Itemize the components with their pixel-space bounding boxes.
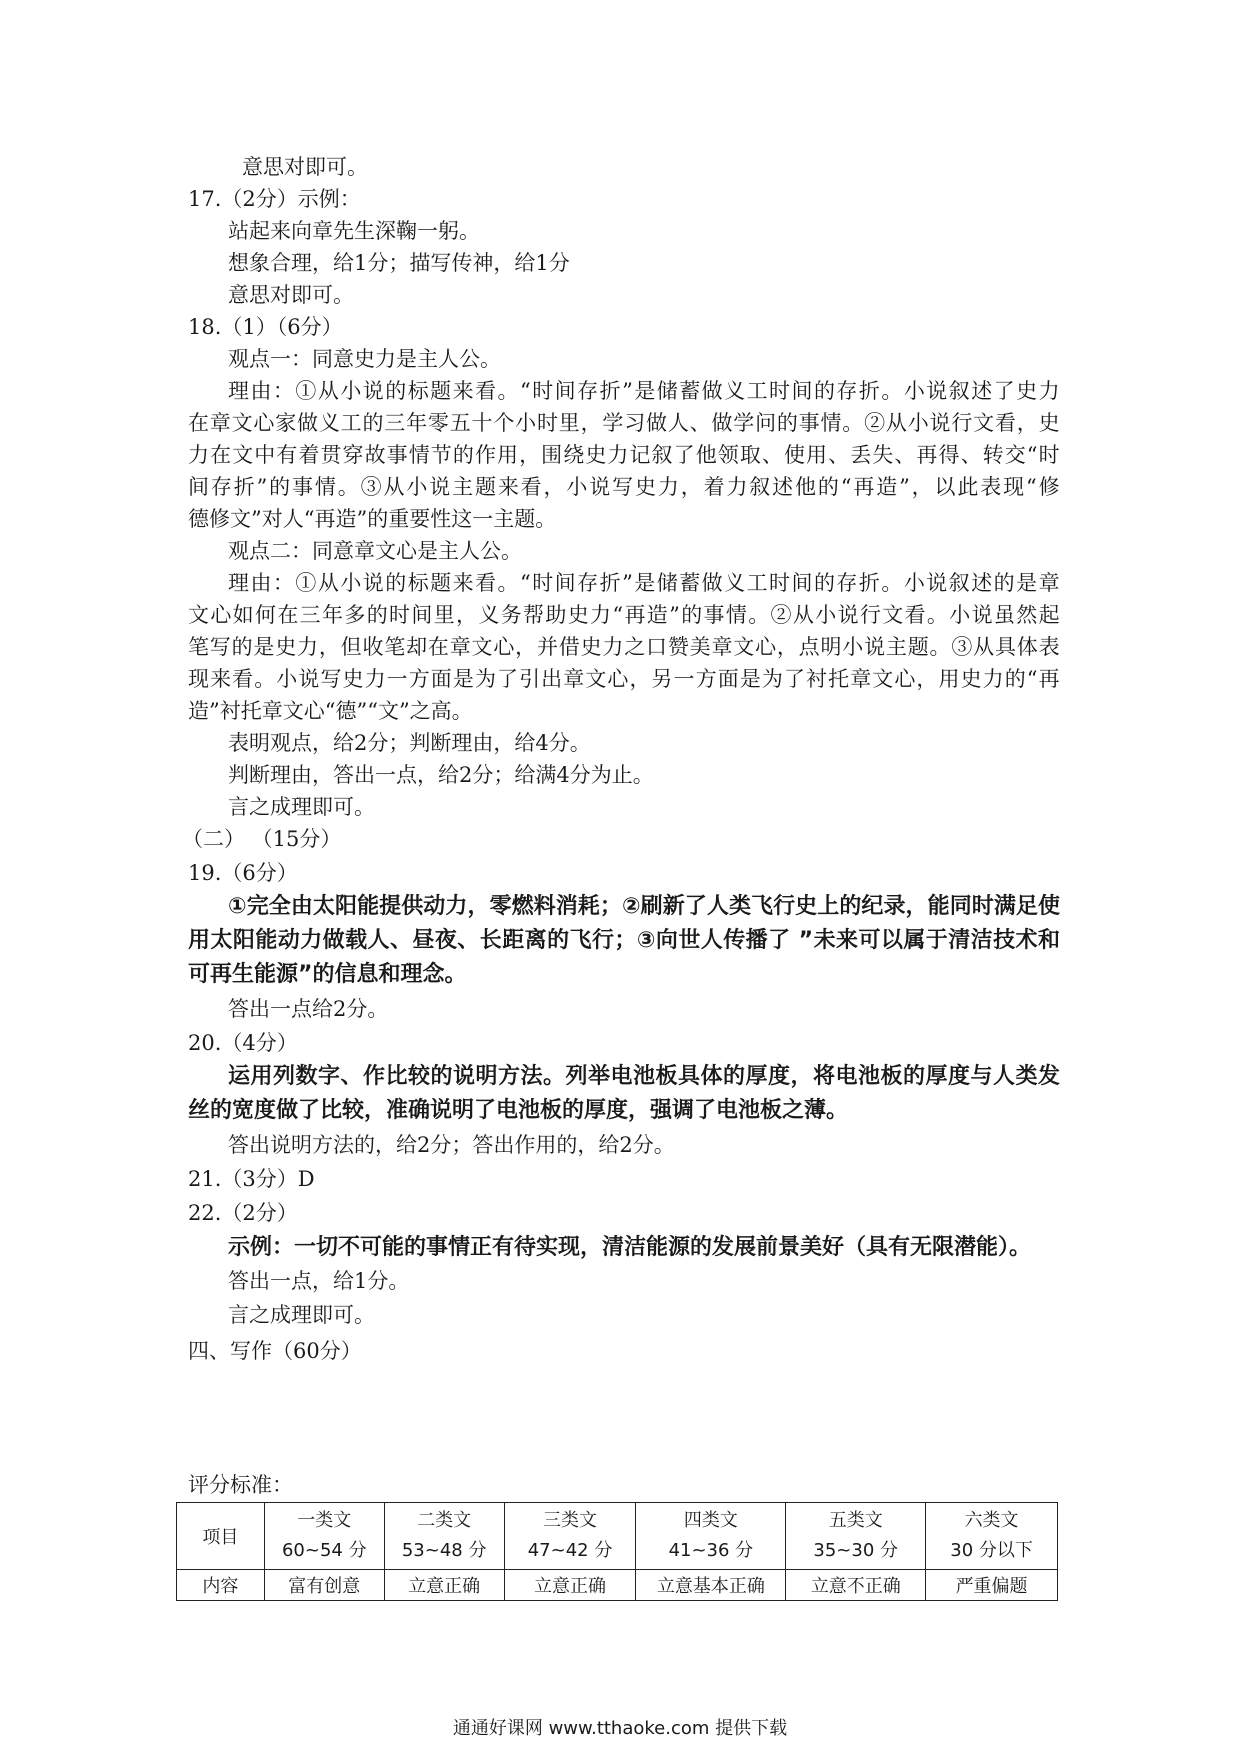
reason-line: 造”衬托章文心“德”“文”之高。 [188, 699, 473, 723]
question-19-header: 19.（6分） [188, 861, 298, 885]
table-cell-content: 立意不正确 [786, 1570, 926, 1601]
section-4-header: 四、写作（60分） [188, 1339, 362, 1363]
table-cell-content: 立意基本正确 [636, 1570, 786, 1601]
table-cell-item-label: 项目 [177, 1503, 265, 1570]
answer-20-line: 丝的宽度做了比较，准确说明了电池板的厚度，强调了电池板之薄。 [188, 1098, 849, 1123]
table-cell-content: 富有创意 [264, 1570, 384, 1601]
table-cell-content-label: 内容 [177, 1570, 265, 1601]
scoring-line: 答出一点，给1分。 [228, 1269, 410, 1293]
table-header-row [177, 1503, 1058, 1570]
scoring-line: 想象合理，给1分；描写传神，给1分 [228, 251, 570, 275]
answer-20-line: 运用列数字、作比较的说明方法。列举电池板具体的厚度，将电池板的厚度与人类发 [228, 1064, 1060, 1089]
section-2-header: （二） （15分） [182, 827, 342, 851]
reason-line: 理由：①从小说的标题来看。“时间存折”是储蓄做义工时间的存折。小说叙述了史力 [228, 379, 1060, 403]
grade-range: 30 分以下 [950, 1540, 1033, 1561]
reason-line: 在章文心家做义工的三年零五十个小时里，学习做人、做学问的事情。②从小说行文看，史 [188, 411, 1060, 435]
table-cell-content: 立意正确 [504, 1570, 636, 1601]
grade-range: 47~42 分 [527, 1540, 613, 1561]
scoring-standard-label: 评分标准： [188, 1473, 293, 1497]
answer-19-line: 可再生能源”的信息和理念。 [188, 962, 467, 987]
table-cell-grade [264, 1503, 384, 1570]
answer-19-line: 用太阳能动力做载人、昼夜、长距离的飞行；③向世人传播了 ”未来可以属于清洁技术和 [188, 928, 1060, 953]
question-22-header: 22.（2分） [188, 1201, 298, 1225]
viewpoint-1: 观点一：同意史力是主人公。 [228, 347, 501, 371]
scoring-line: 表明观点，给2分；判断理由，给4分。 [228, 731, 591, 755]
table-cell-grade [384, 1503, 504, 1570]
grade-name: 六类文 [964, 1510, 1019, 1531]
table-cell-content: 立意正确 [384, 1570, 504, 1601]
grade-range: 41~36 分 [668, 1540, 754, 1561]
reason-line: 力在文中有着贯穿故事情节的作用，围绕史力记叙了他领取、使用、丢失、再得、转交“时 [188, 443, 1060, 467]
answer-22-line [228, 1232, 1031, 1263]
answer-line: 意思对即可。 [242, 155, 368, 179]
grade-range: 60~54 分 [281, 1540, 367, 1561]
question-17-header: 17.（2分）示例： [188, 187, 361, 211]
answer-line: 意思对即可。 [228, 283, 354, 307]
grade-name: 一类文 [297, 1510, 352, 1531]
question-20-header: 20.（4分） [188, 1031, 298, 1055]
grade-name: 四类文 [683, 1510, 738, 1531]
reason-line: 理由：①从小说的标题来看。“时间存折”是储蓄做义工时间的存折。小说叙述的是章 [228, 571, 1060, 595]
answer-19-line: ①完全由太阳能提供动力，零燃料消耗；②刷新了人类飞行史上的纪录，能同时满足使 [228, 894, 1060, 919]
question-18-header: 18.（1）（6分） [188, 315, 343, 339]
table-content-row [177, 1570, 1058, 1601]
table-cell-content: 严重偏题 [926, 1570, 1058, 1601]
scoring-table [176, 1502, 1058, 1601]
answer-line: 站起来向章先生深鞠一躬。 [228, 219, 480, 243]
table-cell-grade [504, 1503, 636, 1570]
answer-22-text: 示例：一切不可能的事情正有待实现，清洁能源的发展前景美好（具有无限潜能）。 [228, 1235, 1032, 1260]
scoring-line: 答出一点给2分。 [228, 997, 389, 1021]
reason-line: 笔写的是史力，但收笔却在章文心，并借史力之口赞美章文心，点明小说主题。③从具体表 [188, 635, 1060, 659]
scoring-line: 言之成理即可。 [228, 795, 375, 819]
grade-name: 二类文 [417, 1510, 472, 1531]
table-cell-grade [636, 1503, 786, 1570]
scoring-line: 答出说明方法的，给2分；答出作用的，给2分。 [228, 1133, 675, 1157]
reason-line: 德修文”对人“再造”的重要性这一主题。 [188, 507, 557, 531]
reason-line: 现来看。小说写史力一方面是为了引出章文心，另一方面是为了衬托章文心，用史力的“再 [188, 667, 1060, 691]
grade-range: 35~30 分 [813, 1540, 899, 1561]
reason-line: 文心如何在三年多的时间里，义务帮助史力“再造”的事情。②从小说行文看。小说虽然起 [188, 603, 1060, 627]
table-cell-grade [926, 1503, 1058, 1570]
table-cell-grade [786, 1503, 926, 1570]
page-footer: 通通好课网 www.tthaoke.com 提供下载 [452, 1718, 788, 1739]
scoring-line: 判断理由，答出一点，给2分；给满4分为止。 [228, 763, 654, 787]
reason-line: 间存折”的事情。③从小说主题来看，小说写史力，着力叙述他的“再造”，以此表现“修 [188, 475, 1060, 499]
grade-name: 三类文 [543, 1510, 598, 1531]
scoring-line: 言之成理即可。 [228, 1303, 375, 1327]
grade-name: 五类文 [828, 1510, 883, 1531]
viewpoint-2: 观点二：同意章文心是主人公。 [228, 539, 522, 563]
grade-range: 53~48 分 [401, 1540, 487, 1561]
question-21-header: 21.（3分）D [188, 1167, 315, 1191]
